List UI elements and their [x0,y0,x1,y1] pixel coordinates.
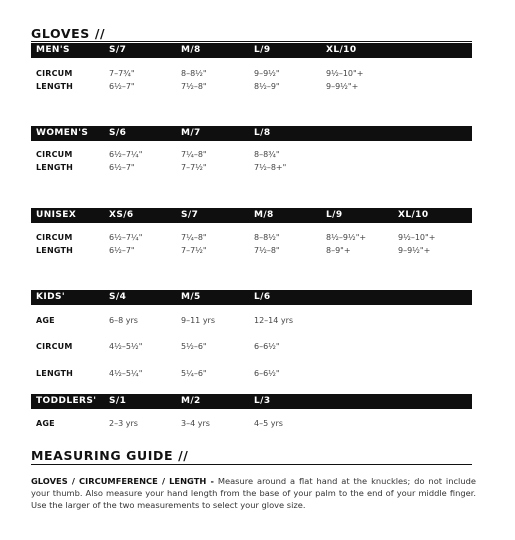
guide-lead: GLOVES / CIRCUMFERENCE / LENGTH - [31,476,214,486]
mens-header-s: S/7 [109,45,127,55]
cell: 6½–7" [109,246,135,255]
cell: 7–7¾" [109,69,135,78]
title-divider [31,41,472,42]
cell: 4½–5½" [109,342,143,351]
cell: 9½–10"+ [326,69,364,78]
cell: 6–6½" [254,369,280,378]
cell: 8½–9" [254,82,280,91]
row-label: CIRCUM [36,233,73,242]
unisex-header-xs: XS/6 [109,210,134,220]
cell: 8–9"+ [326,246,351,255]
cell: 7½–8+" [254,163,287,172]
measuring-guide-title: MEASURING GUIDE // [31,448,189,463]
cell: 6½–7¼" [109,233,143,242]
row-label: AGE [36,419,55,428]
kids-header [31,290,472,305]
unisex-header-label: UNISEX [36,210,77,220]
table-row [31,163,472,175]
kids-header-s: S/4 [109,292,127,302]
cell: 7¼–8" [181,233,207,242]
table-row [31,316,472,328]
mens-header-xl: XL/10 [326,45,357,55]
row-label: LENGTH [36,246,74,255]
row-label: CIRCUM [36,150,73,159]
kids-header-l: L/6 [254,292,271,302]
cell: 9–9½" [254,69,280,78]
table-row [31,233,472,245]
womens-header-l: L/8 [254,128,271,138]
mens-header-m: M/8 [181,45,201,55]
table-row [31,82,472,94]
cell: 4–5 yrs [254,419,283,428]
cell: 7¼–8" [181,150,207,159]
cell: 9½–10"+ [398,233,436,242]
cell: 12–14 yrs [254,316,294,325]
kids-header-m: M/5 [181,292,201,302]
cell: 7½–8" [254,246,280,255]
cell: 6½–7" [109,163,135,172]
cell: 4½–5¼" [109,369,143,378]
cell: 6½–7" [109,82,135,91]
cell: 7–7½" [181,163,207,172]
cell: 7½–8" [181,82,207,91]
kids-header-label: KIDS' [36,292,66,302]
row-label: CIRCUM [36,342,73,351]
womens-header-label: WOMEN'S [36,128,89,138]
unisex-header-xl: XL/10 [398,210,429,220]
table-row [31,369,472,381]
table-row [31,342,472,354]
womens-header-m: M/7 [181,128,201,138]
cell: 5¼–6" [181,369,207,378]
cell: 3–4 yrs [181,419,210,428]
cell: 6½–7¼" [109,150,143,159]
cell: 9–9½"+ [398,246,431,255]
womens-header-s: S/6 [109,128,127,138]
cell: 9–9½"+ [326,82,359,91]
mens-header-label: MEN'S [36,45,70,55]
mens-header-l: L/9 [254,45,271,55]
mens-header [31,43,472,58]
table-row [31,150,472,162]
row-label: CIRCUM [36,69,73,78]
row-label: LENGTH [36,82,74,91]
cell: 8–8½" [254,233,280,242]
cell: 8–8½" [181,69,207,78]
table-row [31,246,472,258]
cell: 9–11 yrs [181,316,216,325]
unisex-header-l: L/9 [326,210,343,220]
cell: 7–7½" [181,246,207,255]
row-label: AGE [36,316,55,325]
page-title: GLOVES // [31,26,106,41]
toddlers-header-label: TODDLERS' [36,396,97,406]
womens-header [31,126,472,141]
toddlers-header-m: M/2 [181,396,201,406]
row-label: LENGTH [36,369,74,378]
cell: 6–8 yrs [109,316,138,325]
guide-divider [31,464,472,465]
cell: 8–8¾" [254,150,280,159]
unisex-header-s: S/7 [181,210,199,220]
measuring-guide-text [31,475,476,511]
toddlers-header [31,394,472,409]
cell: 5½–6" [181,342,207,351]
guide-body: Measure around a flat hand at the knuckles; do not include your thumb. Also measure your hand length from the base of your palm to the end of your middle finger. Use the larger of the two measurements to select your glove size. [31,476,476,510]
cell: 8½–9½"+ [326,233,367,242]
unisex-header [31,208,472,223]
table-row [31,419,472,431]
table-row [31,69,472,81]
toddlers-header-l: L/3 [254,396,271,406]
row-label: LENGTH [36,163,74,172]
cell: 2–3 yrs [109,419,138,428]
unisex-header-m: M/8 [254,210,274,220]
cell: 6–6½" [254,342,280,351]
toddlers-header-s: S/1 [109,396,127,406]
